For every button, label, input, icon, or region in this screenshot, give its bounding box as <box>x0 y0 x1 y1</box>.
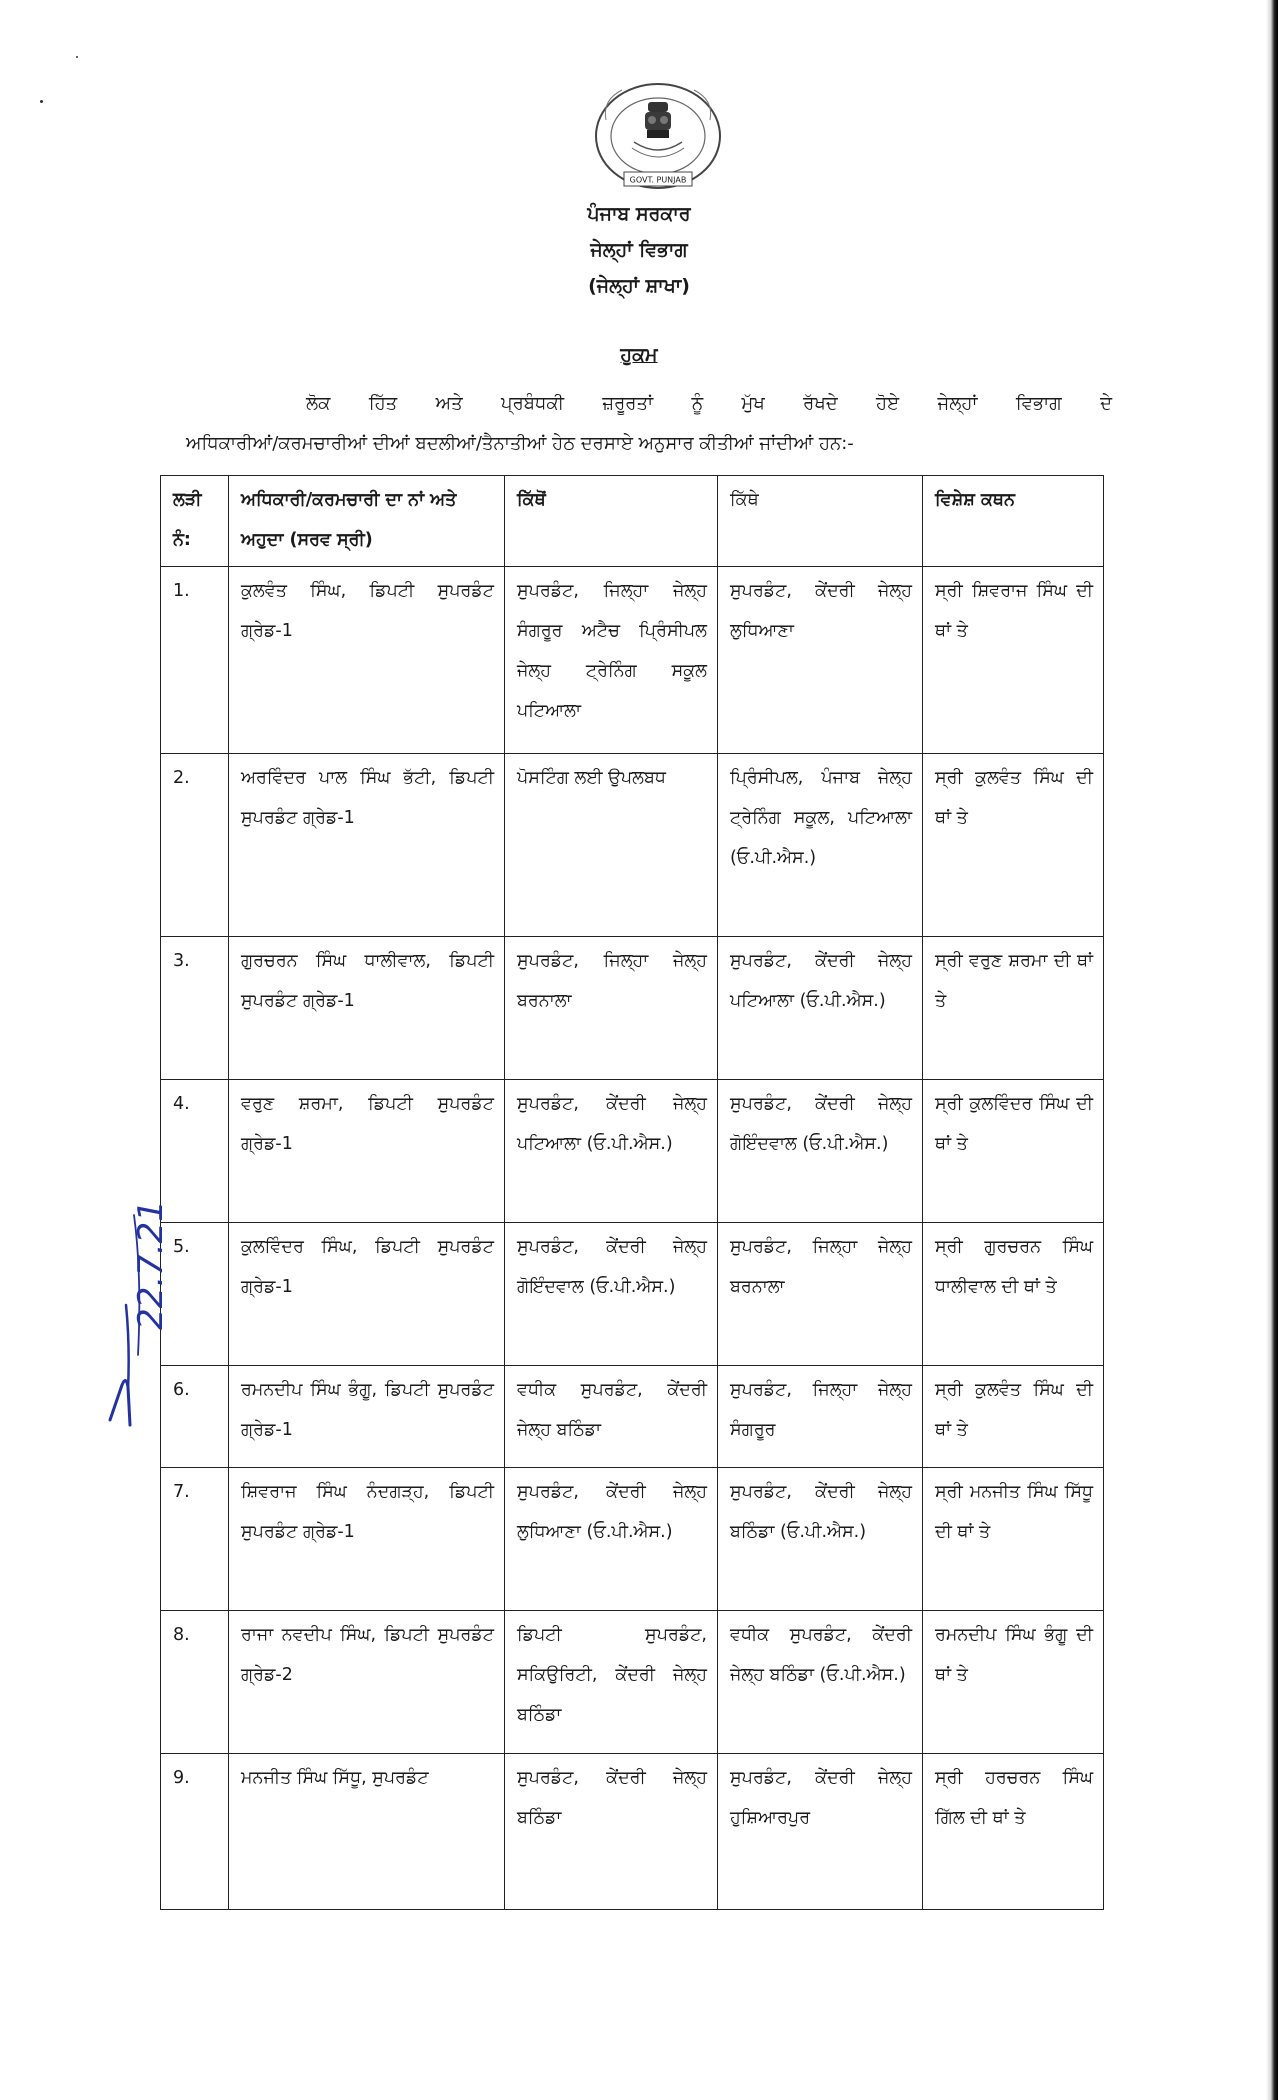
col-name-header: ਅਧਿਕਾਰੀ/ਕਰਮਚਾਰੀ ਦਾ ਨਾਂ ਅਤੇ ਅਹੁਦਾ (ਸਰਵ ਸ੍ਰੀ) <box>229 476 505 567</box>
table-row <box>161 567 1104 754</box>
col-remarks-header: ਵਿਸ਼ੇਸ਼ ਕਥਨ <box>923 476 1104 567</box>
cell-serial: 3. <box>161 937 229 1080</box>
transfer-table <box>160 475 1104 1910</box>
cell-from: ਸੁਪਰਡੰਟ, ਕੇਂਦਰੀ ਜੇਲ੍ਹ ਪਟਿਆਲਾ (ਓ.ਪੀ.ਐਸ.) <box>505 1080 718 1223</box>
cell-from: ਸੁਪਰਡੰਟ, ਕੇਂਦਰੀ ਜੇਲ੍ਹ ਗੋਇੰਦਵਾਲ (ਓ.ਪੀ.ਐਸ.) <box>505 1223 718 1366</box>
cell-serial: 8. <box>161 1611 229 1754</box>
cell-from: ਪੋਸਟਿੰਗ ਲਈ ਉਪਲਬਧ <box>505 754 718 937</box>
cell-to: ਸੁਪਰਡੰਟ, ਕੇਂਦਰੀ ਜੇਲ੍ਹ ਬਠਿੰਡਾ (ਓ.ਪੀ.ਐਸ.) <box>718 1468 923 1611</box>
govt-punjab-emblem <box>592 80 724 196</box>
table-row <box>161 1223 1104 1366</box>
signature-date: 22.7.21 <box>131 1200 171 1330</box>
table-row <box>161 754 1104 937</box>
cell-remarks: ਸ੍ਰੀ ਹਰਚਰਨ ਸਿੰਘ ਗਿੱਲ ਦੀ ਥਾਂ ਤੇ <box>923 1754 1104 1910</box>
cell-remarks: ਸ੍ਰੀ ਗੁਰਚਰਨ ਸਿੰਘ ਧਾਲੀਵਾਲ ਦੀ ਥਾਂ ਤੇ <box>923 1223 1104 1366</box>
cell-serial: 4. <box>161 1080 229 1223</box>
cell-name: ਮਨਜੀਤ ਸਿੰਘ ਸਿੱਧੂ, ਸੁਪਰਡੰਟ <box>229 1754 505 1910</box>
table-row <box>161 1611 1104 1754</box>
letterhead <box>0 196 1278 304</box>
cell-serial: 2. <box>161 754 229 937</box>
cell-remarks: ਸ੍ਰੀ ਕੁਲਵਿੰਦਰ ਸਿੰਘ ਦੀ ਥਾਂ ਤੇ <box>923 1080 1104 1223</box>
cell-remarks: ਸ੍ਰੀ ਸ਼ਿਵਰਾਜ ਸਿੰਘ ਦੀ ਥਾਂ ਤੇ <box>923 567 1104 754</box>
cell-serial: 7. <box>161 1468 229 1611</box>
cell-remarks: ਸ੍ਰੀ ਕੁਲਵੰਤ ਸਿੰਘ ਦੀ ਥਾਂ ਤੇ <box>923 754 1104 937</box>
cell-name: ਰਮਨਦੀਪ ਸਿੰਘ ਭੰਗੂ, ਡਿਪਟੀ ਸੁਪਰਡੰਟ ਗ੍ਰੇਡ-1 <box>229 1366 505 1468</box>
table-header-row <box>161 476 1104 567</box>
cell-from: ਸੁਪਰਡੰਟ, ਜਿਲ੍ਹਾ ਜੇਲ੍ਹ ਬਰਨਾਲਾ <box>505 937 718 1080</box>
intro-line-2: ਅਧਿਕਾਰੀਆਂ/ਕਰਮਚਾਰੀਆਂ ਦੀਆਂ ਬਦਲੀਆਂ/ਤੈਨਾਤੀਆਂ ਹੇਠ ਦਰਸਾਏ ਅਨੁਸਾਰ ਕੀਤੀਆਂ ਜਾਂਦੀਆਂ ਹਨ:- <box>186 433 854 454</box>
cell-serial: 5. <box>161 1223 229 1366</box>
cell-name: ਕੁਲਵਿੰਦਰ ਸਿੰਘ, ਡਿਪਟੀ ਸੁਪਰਡੰਟ ਗ੍ਰੇਡ-1 <box>229 1223 505 1366</box>
cell-from: ਸੁਪਰਡੰਟ, ਜਿਲ੍ਹਾ ਜੇਲ੍ਹ ਸੰਗਰੂਰ ਅਟੈਚ ਪ੍ਰਿੰਸੀਪਲ ਜੇਲ੍ਹ ਟ੍ਰੇਨਿੰਗ ਸਕੂਲ ਪਟਿਆਲਾ <box>505 567 718 754</box>
cell-name: ਅਰਵਿੰਦਰ ਪਾਲ ਸਿੰਘ ਭੱਟੀ, ਡਿਪਟੀ ਸੁਪਰਡੰਟ ਗ੍ਰੇਡ-1 <box>229 754 505 937</box>
cell-to: ਸੁਪਰਡੰਟ, ਜਿਲ੍ਹਾ ਜੇਲ੍ਹ ਸੰਗਰੂਰ <box>718 1366 923 1468</box>
col-from-header: ਕਿੱਥੋਂ <box>505 476 718 567</box>
cell-to: ਸੁਪਰਡੰਟ, ਜਿਲ੍ਹਾ ਜੇਲ੍ਹ ਬਰਨਾਲਾ <box>718 1223 923 1366</box>
cell-from: ਸੁਪਰਡੰਟ, ਕੇਂਦਰੀ ਜੇਲ੍ਹ ਬਠਿੰਡਾ <box>505 1754 718 1910</box>
department-name: ਜੇਲ੍ਹਾਂ ਵਿਭਾਗ <box>590 239 688 261</box>
handwritten-signature <box>92 1155 182 1445</box>
cell-serial: 9. <box>161 1754 229 1910</box>
branch-name: (ਜੇਲ੍ਹਾਂ ਸ਼ਾਖਾ) <box>588 275 690 297</box>
cell-from: ਡਿਪਟੀ ਸੁਪਰਡੰਟ, ਸਕਿਉਰਿਟੀ, ਕੇਂਦਰੀ ਜੇਲ੍ਹ ਬਠਿੰਡਾ <box>505 1611 718 1754</box>
seal-text: GOVT. PUNJAB <box>629 175 687 185</box>
scan-speck <box>76 56 78 58</box>
table-row <box>161 937 1104 1080</box>
govt-name: ਪੰਜਾਬ ਸਰਕਾਰ <box>587 203 691 225</box>
intro-line-1: ਲੋਕ ਹਿੱਤ ਅਤੇ ਪ੍ਰਬੰਧਕੀ ਜ਼ਰੂਰਤਾਂ ਨੂੰ ਮੁੱਖ ਰੱਖਦੇ ਹੋਏ ਜੇਲ੍ਹਾਂ ਵਿਭਾਗ ਦੇ <box>306 393 1112 414</box>
cell-serial: 6. <box>161 1366 229 1468</box>
cell-to: ਵਧੀਕ ਸੁਪਰਡੰਟ, ਕੇਂਦਰੀ ਜੇਲ੍ਹ ਬਠਿੰਡਾ (ਓ.ਪੀ.ਐਸ.) <box>718 1611 923 1754</box>
cell-to: ਸੁਪਰਡੰਟ, ਕੇਂਦਰੀ ਜੇਲ੍ਹ ਲੁਧਿਆਣਾ <box>718 567 923 754</box>
cell-to: ਸੁਪਰਡੰਟ, ਕੇਂਦਰੀ ਜੇਲ੍ਹ ਪਟਿਆਲਾ (ਓ.ਪੀ.ਐਸ.) <box>718 937 923 1080</box>
cell-from: ਸੁਪਰਡੰਟ, ਕੇਂਦਰੀ ਜੇਲ੍ਹ ਲੁਧਿਆਣਾ (ਓ.ਪੀ.ਐਸ.) <box>505 1468 718 1611</box>
cell-remarks: ਸ੍ਰੀ ਮਨਜੀਤ ਸਿੰਘ ਸਿੱਧੂ ਦੀ ਥਾਂ ਤੇ <box>923 1468 1104 1611</box>
cell-name: ਸ਼ਿਵਰਾਜ ਸਿੰਘ ਨੰਦਗੜ੍ਹ, ਡਿਪਟੀ ਸੁਪਰਡੰਟ ਗ੍ਰੇਡ-1 <box>229 1468 505 1611</box>
scan-edge <box>1266 0 1278 2100</box>
cell-to: ਪ੍ਰਿੰਸੀਪਲ, ਪੰਜਾਬ ਜੇਲ੍ਹ ਟ੍ਰੇਨਿੰਗ ਸਕੂਲ, ਪਟਿਆਲਾ (ਓ.ਪੀ.ਐਸ.) <box>718 754 923 937</box>
order-intro <box>186 384 1112 464</box>
col-serial-header: ਲੜੀ ਨੰ: <box>161 476 229 567</box>
cell-name: ਰਾਜਾ ਨਵਦੀਪ ਸਿੰਘ, ਡਿਪਟੀ ਸੁਪਰਡੰਟ ਗ੍ਰੇਡ-2 <box>229 1611 505 1754</box>
order-title: ਹੁਕਮ <box>620 344 658 366</box>
cell-remarks: ਸ੍ਰੀ ਵਰੁਣ ਸ਼ਰਮਾ ਦੀ ਥਾਂ ਤੇ <box>923 937 1104 1080</box>
table-row <box>161 1754 1104 1910</box>
cell-from: ਵਧੀਕ ਸੁਪਰਡੰਟ, ਕੇਂਦਰੀ ਜੇਲ੍ਹ ਬਠਿੰਡਾ <box>505 1366 718 1468</box>
table-row <box>161 1080 1104 1223</box>
col-to-header: ਕਿੱਥੇ <box>718 476 923 567</box>
cell-serial: 1. <box>161 567 229 754</box>
cell-name: ਕੁਲਵੰਤ ਸਿੰਘ, ਡਿਪਟੀ ਸੁਪਰਡੰਟ ਗ੍ਰੇਡ-1 <box>229 567 505 754</box>
cell-to: ਸੁਪਰਡੰਟ, ਕੇਂਦਰੀ ਜੇਲ੍ਹ ਗੋਇੰਦਵਾਲ (ਓ.ਪੀ.ਐਸ.) <box>718 1080 923 1223</box>
cell-remarks: ਰਮਨਦੀਪ ਸਿੰਘ ਭੰਗੂ ਦੀ ਥਾਂ ਤੇ <box>923 1611 1104 1754</box>
cell-to: ਸੁਪਰਡੰਟ, ਕੇਂਦਰੀ ਜੇਲ੍ਹ ਹੁਸ਼ਿਆਰਪੁਰ <box>718 1754 923 1910</box>
scan-speck <box>40 100 43 103</box>
table-row <box>161 1468 1104 1611</box>
table-row <box>161 1366 1104 1468</box>
cell-remarks: ਸ੍ਰੀ ਕੁਲਵੰਤ ਸਿੰਘ ਦੀ ਥਾਂ ਤੇ <box>923 1366 1104 1468</box>
cell-name: ਵਰੁਣ ਸ਼ਰਮਾ, ਡਿਪਟੀ ਸੁਪਰਡੰਟ ਗ੍ਰੇਡ-1 <box>229 1080 505 1223</box>
cell-name: ਗੁਰਚਰਨ ਸਿੰਘ ਧਾਲੀਵਾਲ, ਡਿਪਟੀ ਸੁਪਰਡੰਟ ਗ੍ਰੇਡ-1 <box>229 937 505 1080</box>
